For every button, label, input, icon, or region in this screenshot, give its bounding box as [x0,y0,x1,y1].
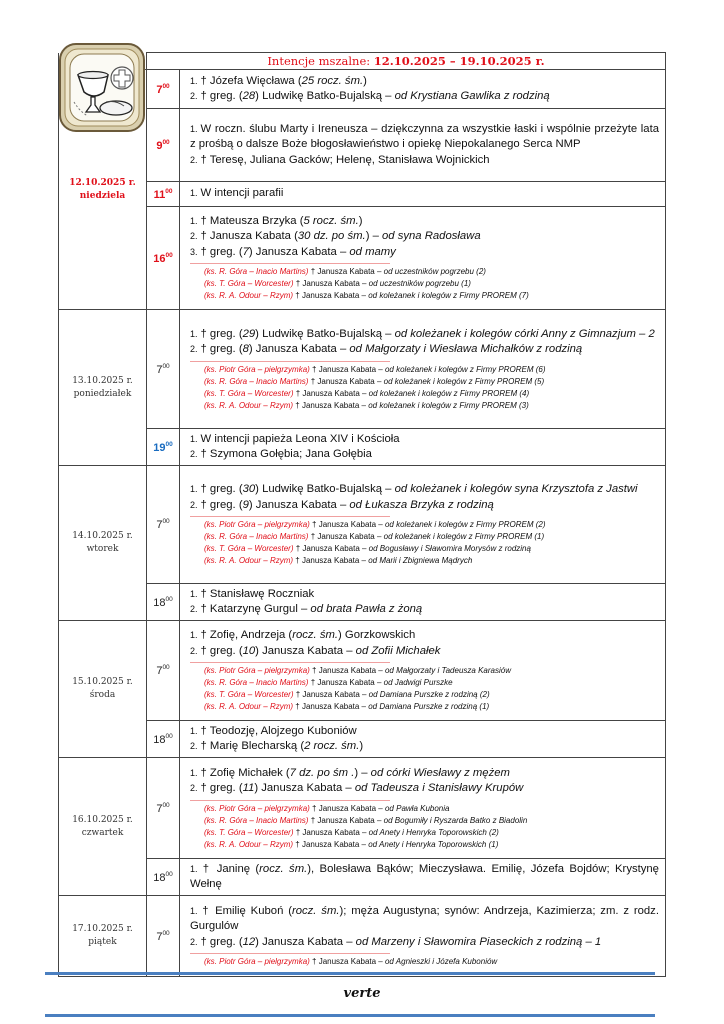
note-text: † Janusza Kabata – [293,827,369,837]
intention-number: 2. [190,604,198,614]
intention-number: 1. [190,215,198,226]
intention-number: 2. [190,91,198,101]
mass-hour: 18 [153,596,166,609]
gregorian-note [190,376,659,388]
intention-item [190,498,659,514]
day-cell [59,310,147,466]
intention-text: ) Janusza Kabata – [248,245,350,258]
day-date: 15.10.2025 r. [72,677,133,687]
intention-text: † Katarzynę Gurgul – [200,603,311,615]
note-from: od koleżanek i kolegów z Firmy PROREM (5) [383,376,545,386]
intention-italic-text: 30 [242,483,256,495]
intention-italic-text: od Marzeny i Sławomira Piaseckich z rodziną – 1 [355,935,602,948]
mass-hour: 18 [153,871,166,884]
note-priest: (ks. Piotr Góra – pielgrzymka) [204,803,310,813]
intention-italic-text: 7 dz. po śm . [289,766,355,779]
note-from: od koleżanek i kolegów z Firmy PROREM (1) [383,532,545,541]
intention-number: 2. [190,154,198,165]
mass-minutes: 00 [165,251,173,259]
note-text: † Janusza Kabata – [293,702,369,711]
gregorian-note [190,689,659,701]
intention-italic-text: od Małgorzaty i Wiesława Michałków z rodziną [349,343,583,355]
gregorian-note [190,956,659,968]
intention-italic-text: od Tadeusza i Stanisławy Krupów [354,782,524,794]
mass-row [59,109,666,182]
intention-number: 2. [190,645,198,656]
intentions-table [58,52,666,977]
mass-minutes: 00 [165,187,173,195]
intentions-cell [180,109,666,182]
intention-italic-text: 8 [242,343,249,355]
gregorian-note [190,803,659,815]
note-from: od Damiana Purszke z rodziną (1) [368,702,490,711]
gregorian-note [190,388,659,400]
intention-text: † Marię Blecharską ( [200,740,305,752]
mass-minutes: 00 [162,362,170,370]
day-cell [59,621,147,758]
note-from: od Jadwigi Purszke [383,678,453,687]
day-weekday: poniedziałek [73,388,132,399]
intention-italic-text: 5 rocz. śm. [303,214,359,227]
note-priest: (ks. T. Góra – Worcester) [204,279,294,289]
note-priest: (ks. R. A. Odour – Rzym) [204,702,294,711]
intentions-cell [180,859,666,896]
day-date: 12.10.2025 r. [69,177,136,188]
note-from: od Marii i Zbigniewa Mądrych [368,556,473,565]
intention-item [190,587,659,603]
mass-minutes: 00 [165,870,173,878]
note-text: † Janusza Kabata – [309,520,385,529]
intention-text: ) Janusza Kabata – [254,782,355,794]
note-text: † Janusza Kabata – [308,532,384,541]
note-text: † Janusza Kabata – [293,279,369,289]
note-priest: (ks. R. A. Odour – Rzym) [204,291,294,301]
intention-text: † Mateusza Brzyka ( [200,214,304,227]
note-from: od koleżanek i kolegów z Firmy PROREM (6) [384,364,546,374]
mass-intentions-sheet [58,52,666,977]
intention-text: ), Bolesława Bąków; Mieczysława. Emilię, Józefa Bojdów; Krystynę Wełnę [190,862,659,890]
intention-text: ) [358,214,363,227]
note-from: od koleżanek i kolegów z Firmy PROREM (7) [368,291,529,301]
day-weekday: piątek [88,937,117,947]
intention-text: † greg. ( [200,483,243,495]
intention-italic-text: od Łukasza Brzyka z rodziną [349,498,494,511]
intention-italic-text: 2 rocz. śm. [304,740,360,752]
intention-number: 2. [190,344,198,354]
note-from: od koleżanek i kolegów z Firmy PROREM (4) [368,388,530,398]
day-cell [59,758,147,896]
intention-text: † Józefa Więcława ( [200,74,302,87]
mass-hour: 11 [153,188,166,201]
mass-row [59,896,666,977]
gregorian-note [190,278,659,290]
note-text: † Janusza Kabata – [308,267,384,277]
intention-item [190,327,659,343]
intention-text: ) [359,740,364,752]
intention-text: † Janusza Kabata ( [200,230,298,243]
intention-text: ) Gorzkowskich [338,629,416,641]
mass-time [147,429,180,466]
intention-text: ) Janusza Kabata – [255,935,356,948]
note-priest: (ks. T. Góra – Worcester) [204,827,294,837]
intention-italic-text: 9 [242,498,249,511]
intentions-cell [180,310,666,429]
mass-hour: 7 [156,802,163,815]
gregorian-note [190,827,659,839]
intention-text: † Emilię Kuboń ( [200,904,292,917]
intention-item [190,482,659,498]
intention-item [190,245,659,261]
intentions-cell [180,182,666,207]
footer-rule-bottom [45,1014,655,1017]
note-text: † Janusza Kabata – [308,678,384,687]
intention-text: ) Janusza Kabata – [248,498,350,511]
intention-italic-text: 7 [242,245,249,258]
intention-text: † greg. ( [200,245,243,258]
mass-hour: 18 [153,733,166,746]
intention-number: 1. [190,433,198,444]
note-text: † Janusza Kabata – [293,544,369,553]
note-priest: (ks. T. Góra – Worcester) [204,690,294,699]
gregorian-note [190,519,659,531]
mass-minutes: 00 [165,732,173,740]
gregorian-note [190,677,659,689]
intention-text: W intencji parafii [200,187,284,200]
intention-text: † greg. ( [200,343,243,355]
intention-text: ) – [365,230,383,243]
intention-text: † Zofię, Andrzeja ( [200,629,293,641]
note-priest: (ks. T. Góra – Worcester) [204,388,294,398]
mass-time [147,109,180,182]
note-text: † Janusza Kabata – [293,690,369,699]
note-text: † Janusza Kabata – [293,556,369,565]
mass-time [147,896,180,977]
note-priest: (ks. R. A. Odour – Rzym) [204,556,294,565]
intention-number: 1. [190,588,198,599]
intention-number: 2. [190,936,198,947]
note-priest: (ks. R. Góra – Inacio Martins) [204,376,309,386]
note-priest: (ks. R. Góra – Inacio Martins) [204,532,309,541]
mass-hour: 7 [156,519,163,531]
intention-number: 1. [190,188,198,199]
intention-item [190,935,659,951]
mass-time [147,721,180,758]
intention-text: ) Ludwikę Batko-Bujalską – [255,90,395,102]
intention-item [190,229,659,245]
intention-item [190,153,659,169]
intention-item [190,89,659,105]
intention-italic-text: rocz. śm. [291,904,340,917]
mass-minutes: 00 [162,82,170,90]
title-date-range: 12.10.2025 – 19.10.2025 r. [373,54,545,68]
intention-number: 1. [190,484,198,494]
mass-row [59,721,666,758]
note-text: † Janusza Kabata – [293,839,369,849]
intention-number: 1. [190,767,198,778]
intention-item [190,644,659,660]
day-weekday: niedziela [79,190,126,201]
mass-time [147,182,180,207]
day-weekday: czwartek [81,827,124,838]
intention-item [190,74,659,90]
intention-italic-text: od syna Radosława [382,230,481,243]
note-from: od Pawła Kubonia [384,803,450,813]
note-priest: (ks. R. Góra – Inacio Martins) [204,267,309,277]
mass-row [59,429,666,466]
note-from: od Agnieszki i Józefa Kuboniów [384,957,498,967]
mass-time [147,621,180,721]
intention-item [190,214,659,230]
intentions-cell [180,207,666,310]
mass-hour: 9 [156,139,163,152]
note-from: od Bogumiły i Ryszarda Batko z Biadolin [383,815,528,825]
day-date: 17.10.2025 r. [72,924,133,934]
note-text: † Janusza Kabata – [309,364,385,374]
footer-rule-top [45,972,655,975]
intention-text: † Teodozję, Alojzego Kuboniów [200,724,357,737]
note-priest: (ks. Piotr Góra – pielgrzymka) [204,957,310,967]
intention-text: † Janinę ( [200,862,260,875]
intention-italic-text: 25 rocz. śm. [301,74,364,87]
intentions-cell [180,721,666,758]
intention-italic-text: rocz. śm. [292,629,339,641]
note-priest: (ks. Piotr Góra – pielgrzymka) [204,666,310,675]
intention-text: † greg. ( [200,498,243,511]
note-from: od Anety i Henryka Toporowskich (2) [368,827,499,837]
intention-italic-text: 12 [242,935,256,948]
intention-number: 1. [190,328,198,339]
intention-item [190,781,659,797]
intention-number: 2. [190,783,198,793]
intention-item [190,766,659,782]
mass-time [147,466,180,584]
note-from: od Małgorzaty i Tadeusza Karasiów [384,666,511,675]
note-priest: (ks. R. Góra – Inacio Martins) [204,678,309,687]
intention-italic-text: od Zofii Michałek [355,644,441,657]
mass-row [59,466,666,584]
note-from: od uczestników pogrzebu (2) [383,267,486,277]
mass-row [59,758,666,859]
intention-number: 1. [190,123,198,134]
mass-row [59,182,666,207]
gregorian-note [190,839,659,851]
intention-text: † Zofię Michałek ( [200,766,290,779]
intention-number: 1. [190,905,198,916]
intention-item [190,186,659,202]
intention-text: † Szymona Gołębia; Jana Gołębia [200,448,372,460]
mass-time [147,310,180,429]
intention-item [190,432,659,448]
gregorian-note [190,543,659,555]
note-priest: (ks. Piotr Góra – pielgrzymka) [204,520,310,529]
note-priest: (ks. Piotr Góra – pielgrzymka) [204,364,310,374]
intention-italic-text: od koleżanek i kolegów syna Krzysztofa z Jastwi [394,483,638,495]
intention-number: 1. [190,630,198,640]
intentions-cell [180,584,666,621]
mass-minutes: 00 [162,801,170,809]
intention-italic-text: od koleżanek i kolegów córki Anny z Gimnazjum – 2 [394,327,655,340]
intention-item [190,602,659,618]
intention-item [190,447,659,463]
intention-item [190,122,659,153]
intention-number: 2. [190,741,198,751]
intentions-cell [180,70,666,109]
note-priest: (ks. T. Góra – Worcester) [204,544,294,553]
mass-time [147,207,180,310]
note-from: od koleżanek i kolegów z Firmy PROREM (3) [368,400,529,410]
intention-text: ) – [354,766,371,779]
intention-text: † greg. ( [200,90,243,102]
intention-italic-text: 11 [242,782,255,794]
intention-item [190,904,659,935]
chalice-host-cross-icon [58,42,146,133]
intention-number: 2. [190,231,198,242]
intentions-cell [180,429,666,466]
mass-minutes: 00 [162,138,170,146]
intention-item [190,862,659,893]
note-text: † Janusza Kabata – [293,291,369,301]
chalice-logo [58,42,146,133]
intentions-cell [180,896,666,977]
verte-label: verte [343,986,381,1001]
mass-minutes: 00 [165,595,173,603]
gregorian-note [190,815,659,827]
mass-minutes: 00 [165,440,173,448]
intention-text: † greg. ( [200,935,243,948]
table-header-row [59,53,666,70]
intentions-cell [180,466,666,584]
intentions-cell [180,758,666,859]
day-date: 14.10.2025 r. [72,531,133,541]
gregorian-note [190,701,659,713]
day-weekday: wtorek [86,544,119,554]
intention-text: ) Janusza Kabata – [255,644,356,657]
intention-text: W roczn. ślubu Marty i Ireneusza – dziękczynna za wszystkie łaski i wspólnie przeżyte lata z prośbą o dalsze Boże błogosławieństwo i opiekę Niepokalanego Serca NMP [190,122,659,151]
gregorian-note [190,555,659,567]
intention-italic-text: od mamy [349,245,396,258]
intention-text: † Teresę, Juliana Gacków; Helenę, Stanisława Wojnickich [200,153,490,166]
note-text: † Janusza Kabata – [293,388,369,398]
day-date: 13.10.2025 r. [72,375,133,386]
gregorian-note [190,665,659,677]
note-text: † Janusza Kabata – [309,666,385,675]
day-weekday: środa [89,690,116,700]
mass-hour: 7 [156,83,163,96]
intention-text: ) Ludwikę Batko-Bujalską – [255,483,395,495]
intention-item [190,628,659,644]
mass-row [59,584,666,621]
intention-italic-text: od brata Pawła z żoną [310,603,423,615]
note-text: † Janusza Kabata – [309,803,385,813]
note-text: † Janusza Kabata – [308,376,384,386]
mass-row [59,70,666,109]
mass-row [59,310,666,429]
mass-row [59,621,666,721]
page-title [147,53,666,70]
note-from: od Bogusławy i Sławomira Morysów z rodziną [368,544,531,553]
intention-text: † greg. ( [200,782,243,794]
note-priest: (ks. R. Góra – Inacio Martins) [204,815,309,825]
day-cell [59,896,147,977]
mass-hour: 7 [156,930,163,943]
intention-italic-text: 10 [242,644,256,657]
mass-minutes: 00 [162,518,170,525]
intentions-cell [180,621,666,721]
intention-italic-text: rocz. śm. [259,862,308,875]
mass-row [59,207,666,310]
note-text: † Janusza Kabata – [308,815,384,825]
intention-text: † greg. ( [200,644,243,657]
intention-italic-text: 30 dz. po śm. [297,230,366,243]
intention-text: ); męża Augustyna; synów: Andrzeja, Kazimierza; zm. z rodz. Gurgulów [190,904,659,933]
mass-time [147,758,180,859]
note-from: od Damiana Purszke z rodziną (2) [368,690,490,699]
gregorian-note [190,364,659,376]
intention-text: † Stanisławę Roczniak [200,587,315,600]
mass-hour: 7 [156,363,163,376]
intention-item [190,342,659,358]
mass-time [147,859,180,896]
intention-italic-text: 29 [242,327,256,340]
intention-text: ) [363,74,367,87]
day-cell [59,466,147,621]
intention-italic-text: od Krystiana Gawlika z rodziną [394,90,550,102]
intention-number: 1. [190,75,198,86]
intention-text: ) Janusza Kabata – [248,343,350,355]
mass-row [59,859,666,896]
mass-time [147,584,180,621]
intention-number: 1. [190,725,198,736]
intention-number: 2. [190,449,198,459]
gregorian-note [190,290,659,302]
note-text: † Janusza Kabata – [309,957,385,967]
intention-item [190,739,659,755]
intention-italic-text: 28 [242,90,256,102]
gregorian-note [190,266,659,278]
title-prefix: Intencje mszalne: [267,54,374,68]
gregorian-note [190,400,659,412]
note-from: od Anety i Henryka Toporowskich (1) [368,839,499,849]
note-from: od koleżanek i kolegów z Firmy PROREM (2) [384,520,546,529]
intention-number: 1. [190,863,198,874]
intention-italic-text: od córki Wiesławy z mężem [370,766,510,779]
intention-number: 2. [190,499,198,510]
intention-item [190,724,659,740]
intention-text: ) Ludwikę Batko-Bujalską – [255,327,395,340]
note-priest: (ks. R. A. Odour – Rzym) [204,400,294,410]
intention-text: W intencji papieża Leona XIV i Kościoła [200,432,400,445]
mass-minutes: 00 [162,664,170,671]
day-date: 16.10.2025 r. [72,814,133,825]
gregorian-note [190,531,659,543]
intention-text: † greg. ( [200,327,243,340]
note-priest: (ks. R. A. Odour – Rzym) [204,839,294,849]
intention-number: 3. [190,246,198,257]
mass-hour: 19 [153,441,166,454]
mass-hour: 16 [153,252,166,265]
mass-minutes: 00 [162,929,170,937]
mass-time [147,70,180,109]
note-text: † Janusza Kabata – [293,400,369,410]
note-from: od uczestników pogrzebu (1) [368,279,471,289]
mass-hour: 7 [156,665,163,677]
